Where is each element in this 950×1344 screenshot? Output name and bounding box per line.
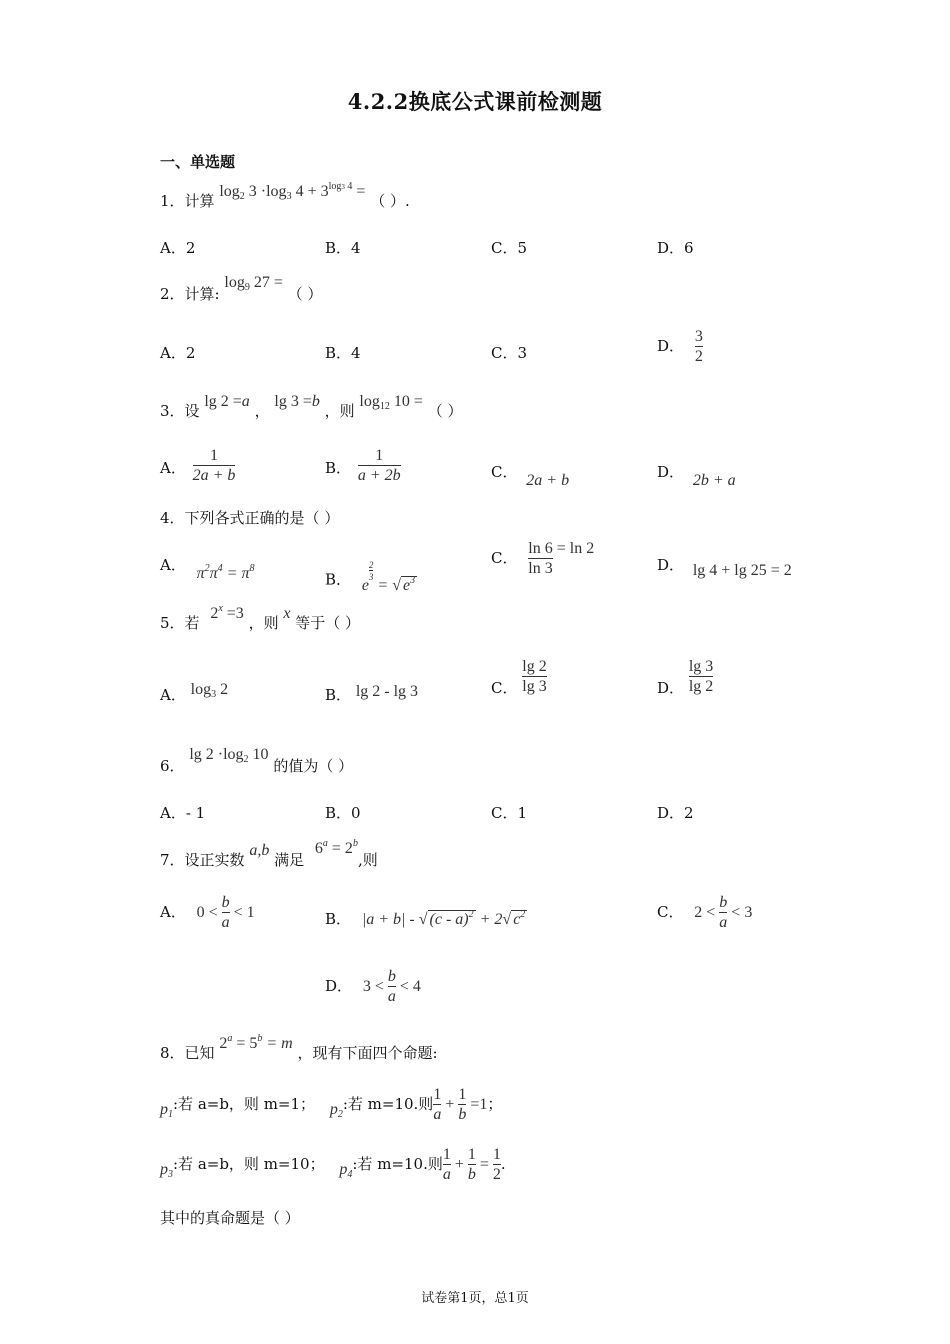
q6-option-c[interactable]: C．1 <box>491 804 528 822</box>
q8-propositions-row-1: $p_1$:若 a=b，则 m=1； $p_2$:若 m=10.则 $\frac{1}{a}$ + $\frac{1}{b}$ =1； <box>160 1086 503 1124</box>
q6-option-a[interactable]: A．- 1 <box>160 804 206 822</box>
q4-option-c[interactable]: C． $\frac{\ln 6}{\ln 3}$ = ln 2 <box>491 540 595 578</box>
q8-propositions-row-2: $p_3$:若 a=b，则 m=10； $p_4$:若 m=10.则 $\frac{1}{a}$ + $\frac{1}{b}$ = $\frac{1}{2}$ . <box>160 1146 506 1184</box>
q7-option-d[interactable]: D． 3 < $\frac{b}{a}$ < 4 <box>325 968 421 1006</box>
q2-paren: （ ） <box>287 285 323 303</box>
q3-option-b[interactable]: B． $\frac{1}{a + 2b}$ <box>325 447 401 485</box>
q1-option-d[interactable]: D．6 <box>657 239 694 257</box>
question-3: 3．设 lg 2 =a ， lg 3 =b ，则 $\log_{12} 10$ = （ ） <box>160 393 463 420</box>
q2-option-a[interactable]: A．2 <box>160 344 196 362</box>
q8-question: 其中的真命题是（ ） <box>160 1209 300 1227</box>
q2-option-c[interactable]: C．3 <box>491 344 528 362</box>
q3-option-a[interactable]: A． $\frac{1}{2a + b}$ <box>160 447 236 485</box>
q1-prefix: 1．计算 <box>160 192 215 210</box>
q7-option-b[interactable]: B． |a + b| - √ (c - a)$^2$ + 2√ $c^2$ <box>325 909 526 928</box>
q4-option-d[interactable]: D． lg 4 + lg 25 = 2 <box>657 556 792 579</box>
q5-option-d[interactable]: D． $\frac{\lg 3}{\lg 2}$ <box>657 658 714 698</box>
page-footer: 试卷第1页，总1页 <box>421 1291 529 1306</box>
question-1 <box>160 181 410 212</box>
question-4: 4．下列各式正确的是（ ） <box>160 509 340 527</box>
q6-option-b[interactable]: B．0 <box>325 804 361 822</box>
q3-option-d[interactable]: D． 2b + a <box>657 463 736 489</box>
q3-option-c[interactable]: C． 2a + b <box>491 463 570 489</box>
page-title: 4.2.2换底公式课前检测题 <box>347 89 603 114</box>
q5-option-b[interactable]: B． lg 2 - lg 3 <box>325 683 419 704</box>
q1-paren: （ ）. <box>370 192 410 210</box>
q7-option-a[interactable]: A． 0 < $\frac{b}{a}$ < 1 <box>160 894 255 932</box>
question-5: 5．若 $2^x =3$ ，则 x 等于（ ） <box>160 603 361 632</box>
section-heading: 一、单选题 <box>160 153 236 171</box>
q4-option-a[interactable]: A． $\pi^2\pi^4 = \pi^8$ <box>160 556 255 582</box>
q2-option-d[interactable]: D． $\frac{3}{2}$ <box>657 328 703 366</box>
q7-option-c[interactable]: C． 2 < $\frac{b}{a}$ < 3 <box>657 894 753 932</box>
q1-option-b[interactable]: B．4 <box>325 239 361 257</box>
question-7: 7．设正实数 a,b 满足 $6^a = 2^b$,则 <box>160 838 378 869</box>
q1-expression: $\log_2 3 \cdot\log_3$ $4 + 3^{log3 4}$ = <box>219 181 366 202</box>
question-2 <box>160 274 323 305</box>
question-6: 6． $\lg 2 \cdot\log_2$ 10 的值为（ ） <box>160 746 354 775</box>
q5-option-a[interactable]: A． $\log_3 2$ <box>160 681 229 704</box>
q2-option-b[interactable]: B．4 <box>325 344 361 362</box>
q6-option-d[interactable]: D．2 <box>657 804 694 822</box>
q5-option-c[interactable]: C． $\frac{\lg 2}{\lg 3}$ <box>491 658 547 698</box>
q2-prefix: 2．计算: <box>160 285 220 303</box>
q2-expression: $\log_9 27$ = <box>224 274 283 293</box>
q1-option-c[interactable]: C．5 <box>491 239 528 257</box>
q1-option-a[interactable]: A．2 <box>160 239 196 257</box>
q4-option-b[interactable]: B． e $\frac{2}{3}$ = √ $e^3$ <box>325 560 416 595</box>
question-8: 8．已知 $2^a = 5^b = m$ ，现有下面四个命题: <box>160 1033 438 1062</box>
